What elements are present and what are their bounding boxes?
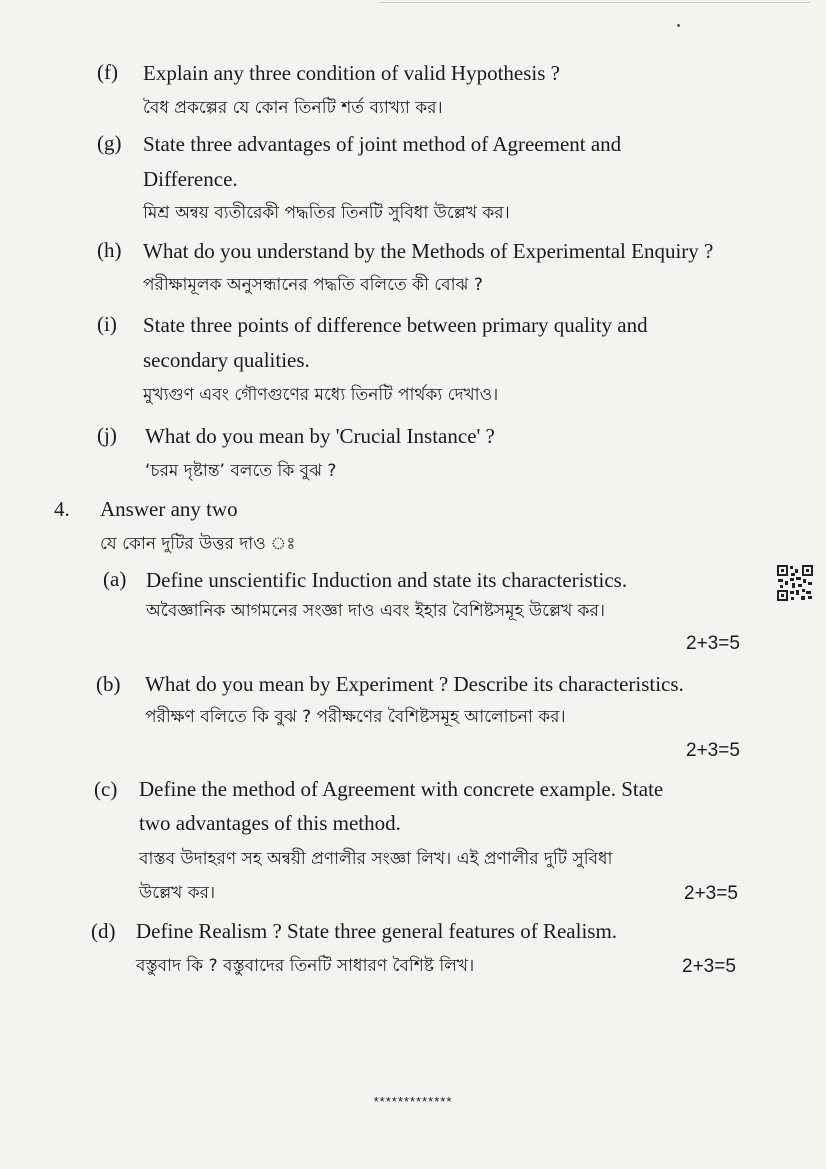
question-text-bn: মিশ্র অন্বয় ব্যতীরেকী পদ্ধতির তিনটি সুবিধা উল্লেখ কর।	[143, 203, 510, 223]
question-text-en: State three advantages of joint method of Agreement and	[143, 132, 622, 156]
question-text-bn: অবৈজ্ঞানিক আগমনের সংজ্ঞা দাও এবং ইহার বৈশিষ্টসমূহ উল্লেখ কর।	[146, 601, 605, 621]
question-label: (c)	[94, 777, 118, 801]
marks: 2+3=5	[684, 883, 738, 904]
question-label: (i)	[97, 312, 117, 336]
marks: 2+3=5	[686, 740, 740, 761]
question-text-bn: বস্তুবাদ কি ? বস্তুবাদের তিনটি সাধারণ বৈশিষ্ট লিখ।	[136, 956, 475, 976]
question-text-en: State three points of difference between primary quality and	[143, 313, 648, 337]
question-text-bn: বৈধ প্রকল্পের যে কোন তিনটি শর্ত ব্যাখ্যা কর।	[143, 98, 443, 118]
question-text-en: What do you mean by 'Crucial Instance' ?	[145, 424, 495, 448]
question-text-bn: পরীক্ষামূলক অনুসন্ধানের পদ্ধতি বলিতে কী বোঝ ?	[143, 275, 483, 295]
question-text-en: Difference.	[143, 167, 238, 191]
marks: 2+3=5	[686, 633, 740, 654]
question-label: (h)	[97, 238, 122, 262]
end-of-paper-mark: *************	[373, 1094, 453, 1109]
top-rule	[380, 2, 810, 3]
question-text-en: Define Realism ? State three general features of Realism.	[136, 919, 618, 943]
question-text-en: What do you mean by Experiment ? Describe its characteristics.	[145, 672, 684, 696]
question-text-bn: উল্লেখ কর।	[139, 883, 216, 903]
question-label: (d)	[91, 919, 116, 943]
section-title-bn: যে কোন দুটির উত্তর দাও ঃ	[100, 534, 296, 554]
question-text-en: two advantages of this method.	[139, 811, 401, 835]
question-label: (b)	[96, 672, 121, 696]
question-text-en: Define unscientific Induction and state its characteristics.	[146, 568, 628, 592]
question-text-bn: পরীক্ষণ বলিতে কি বুঝ ? পরীক্ষণের বৈশিষ্টসমূহ আলোচনা কর।	[145, 707, 566, 727]
question-label: (g)	[97, 131, 122, 155]
question-text-bn: ‘চরম দৃষ্টান্ত’ বলতে কি বুঝ ?	[145, 461, 337, 481]
page-speck	[677, 24, 680, 27]
question-text-en: Explain any three condition of valid Hypothesis ?	[143, 61, 560, 85]
question-text-en: What do you understand by the Methods of Experimental Enquiry ?	[143, 239, 714, 263]
question-text-bn: মুখ্যগুণ এবং গৌণগুণের মধ্যে তিনটি পার্থক্য দেখাও।	[143, 385, 499, 405]
question-text-en: Define the method of Agreement with concrete example. State	[139, 777, 664, 801]
question-text-bn: বাস্তব উদাহরণ সহ অন্বয়ী প্রণালীর সংজ্ঞা লিখ। এই প্রণালীর দুটি সুবিধা	[139, 849, 613, 869]
qr-code-icon	[776, 564, 814, 607]
marks: 2+3=5	[682, 956, 736, 977]
question-text-en: secondary qualities.	[143, 348, 310, 372]
section-number: 4.	[54, 497, 70, 521]
question-label: (j)	[97, 423, 117, 447]
question-label: (a)	[103, 567, 127, 591]
section-title: Answer any two	[100, 497, 238, 521]
question-label: (f)	[97, 60, 118, 84]
